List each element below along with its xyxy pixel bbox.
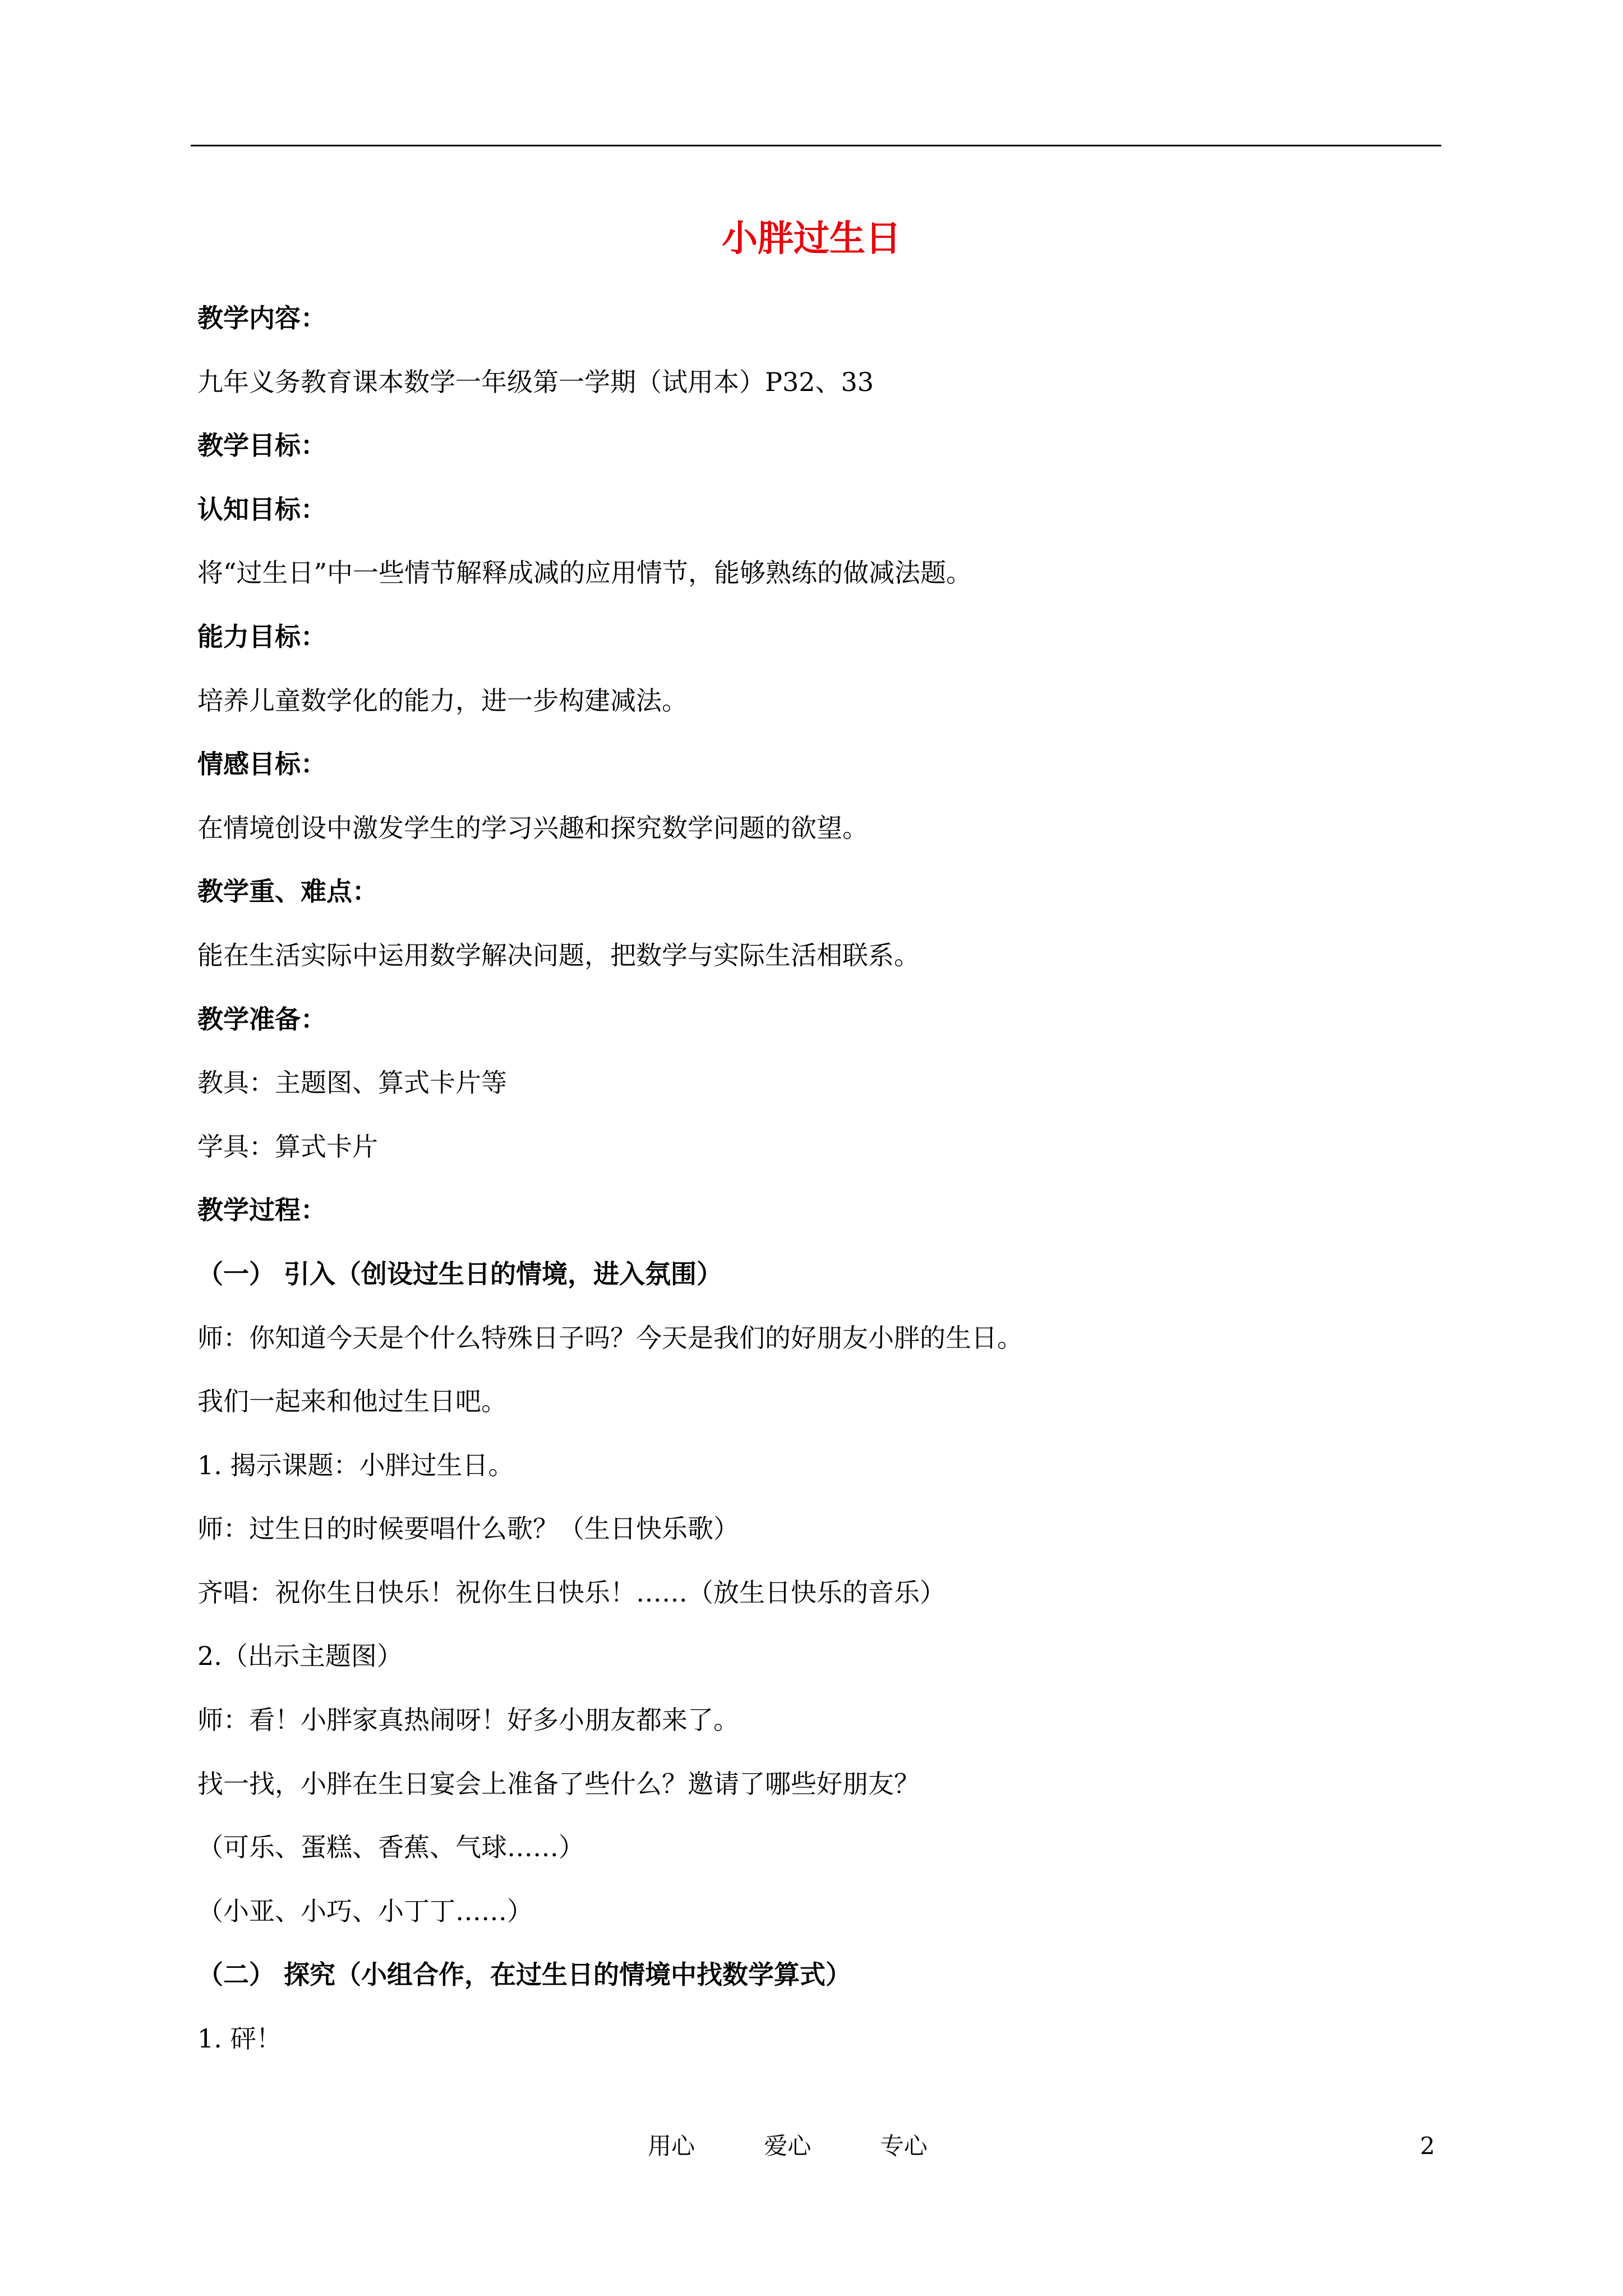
section-heading: 教学目标： [197, 430, 326, 461]
body-text-line: 1. 砰！ [197, 2023, 282, 2054]
section-heading: 教学内容： [197, 303, 326, 333]
section-heading: （二） 探究（小组合作，在过生日的情境中找数学算式） [197, 1959, 852, 1990]
body-text-line: 师：看！小胖家真热闹呀！好多小朋友都来了。 [197, 1705, 739, 1736]
page-title: 小胖过生日 [722, 218, 901, 260]
body-text-line: 1. 揭示课题：小胖过生日。 [197, 1450, 514, 1480]
page-number: 2 [1420, 2132, 1435, 2160]
body-text-line: 九年义务教育课本数学一年级第一学期（试用本）P32、33 [197, 366, 874, 397]
section-heading: 能力目标： [197, 621, 326, 652]
body-text-line: 教具：主题图、算式卡片等 [197, 1068, 507, 1098]
body-text-line: 师：过生日的时候要唱什么歌？（生日快乐歌） [197, 1513, 739, 1544]
section-heading: 教学重、难点： [197, 876, 378, 907]
body-text-line: （可乐、蛋糕、香蕉、气球……） [197, 1832, 584, 1863]
body-text-line: 2.（出示主题图） [197, 1641, 403, 1672]
body-text-line: 培养儿童数学化的能力，进一步构建减法。 [197, 685, 688, 716]
section-heading: 情感目标： [197, 749, 326, 780]
body-text-line: 我们一起来和他过生日吧。 [197, 1386, 507, 1417]
section-heading: 教学准备： [197, 1004, 326, 1034]
footer-motto-word: 专心 [880, 2132, 928, 2160]
footer-motto [648, 2129, 928, 2163]
footer-motto-word: 爱心 [764, 2132, 811, 2160]
body-text-line: （小亚、小巧、小丁丁……） [197, 1895, 533, 1926]
body-text-line: 找一找，小胖在生日宴会上准备了些什么？邀请了哪些好朋友？ [197, 1768, 920, 1799]
header-rule [191, 145, 1441, 146]
body-text-line: 能在生活实际中运用数学解决问题，把数学与实际生活相联系。 [197, 940, 920, 970]
body-text-line: 在情境创设中激发学生的学习兴趣和探究数学问题的欲望。 [197, 812, 868, 843]
body-text-line: 齐唱：祝你生日快乐！祝你生日快乐！……（放生日快乐的音乐） [197, 1577, 946, 1608]
body-text-line: 师：你知道今天是个什么特殊日子吗？今天是我们的好朋友小胖的生日。 [197, 1322, 1023, 1353]
document-body [197, 297, 1431, 2082]
footer-motto-word: 用心 [648, 2132, 695, 2160]
body-text-line: 学具：算式卡片 [197, 1131, 378, 1162]
section-heading: （一） 引入（创设过生日的情境，进入氛围） [197, 1258, 723, 1289]
body-text-line: 将“过生日”中一些情节解释成减的应用情节，能够熟练的做减法题。 [197, 558, 972, 588]
section-heading: 认知目标： [197, 494, 326, 524]
section-heading: 教学过程： [197, 1195, 326, 1226]
